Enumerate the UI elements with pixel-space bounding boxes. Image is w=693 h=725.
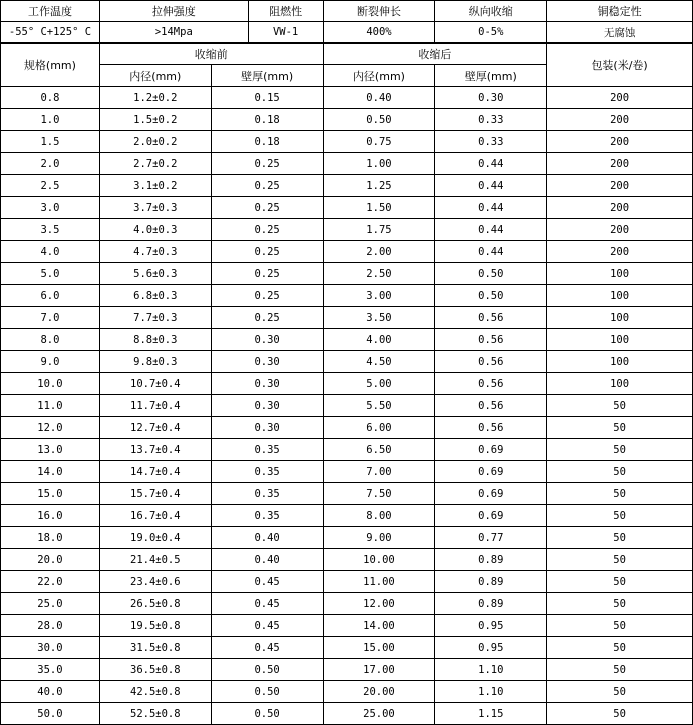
cell-after-id: 2.00: [323, 241, 435, 263]
table-row: [1, 87, 693, 109]
cell-before-id: 5.6±0.3: [99, 263, 211, 285]
cell-before-id: 42.5±0.8: [99, 681, 211, 703]
cell-package: 100: [547, 263, 693, 285]
before-shrink-header: 收缩前: [99, 44, 323, 65]
cell-after-wall: 0.56: [435, 417, 547, 439]
table-row: [1, 153, 693, 175]
cell-after-id: 6.00: [323, 417, 435, 439]
cell-before-wall: 0.30: [211, 373, 323, 395]
cell-package: 100: [547, 329, 693, 351]
cell-before-id: 11.7±0.4: [99, 395, 211, 417]
after-inner-diameter-header: 内径(mm): [323, 65, 435, 87]
cell-after-wall: 0.56: [435, 329, 547, 351]
cell-before-wall: 0.25: [211, 307, 323, 329]
table-row: [1, 351, 693, 373]
group-header-row: [1, 44, 693, 65]
cell-package: 50: [547, 593, 693, 615]
table-row: [1, 593, 693, 615]
cell-before-id: 7.7±0.3: [99, 307, 211, 329]
table-row: [1, 439, 693, 461]
cell-before-wall: 0.25: [211, 285, 323, 307]
properties-header-row: [1, 1, 693, 22]
cell-after-id: 14.00: [323, 615, 435, 637]
spec-header: 规格(mm): [1, 44, 100, 87]
table-row: [1, 615, 693, 637]
cell-after-wall: 0.89: [435, 593, 547, 615]
cell-after-wall: 0.44: [435, 241, 547, 263]
cell-spec: 3.5: [1, 219, 100, 241]
cell-after-wall: 0.30: [435, 87, 547, 109]
prop-value-copper: 无腐蚀: [547, 22, 693, 43]
cell-before-wall: 0.40: [211, 527, 323, 549]
before-inner-diameter-header: 内径(mm): [99, 65, 211, 87]
package-header: 包装(米/卷): [547, 44, 693, 87]
after-shrink-header: 收缩后: [323, 44, 547, 65]
cell-after-wall: 0.56: [435, 395, 547, 417]
table-row: [1, 219, 693, 241]
cell-before-wall: 0.25: [211, 263, 323, 285]
cell-spec: 11.0: [1, 395, 100, 417]
cell-spec: 30.0: [1, 637, 100, 659]
table-row: [1, 549, 693, 571]
cell-after-id: 2.50: [323, 263, 435, 285]
cell-before-id: 13.7±0.4: [99, 439, 211, 461]
cell-before-wall: 0.25: [211, 241, 323, 263]
cell-package: 200: [547, 87, 693, 109]
cell-before-wall: 0.50: [211, 703, 323, 725]
cell-after-wall: 0.95: [435, 615, 547, 637]
cell-after-id: 4.50: [323, 351, 435, 373]
cell-before-wall: 0.50: [211, 659, 323, 681]
table-row: [1, 329, 693, 351]
cell-before-id: 52.5±0.8: [99, 703, 211, 725]
prop-value-elongation: 400%: [323, 22, 435, 43]
cell-package: 100: [547, 351, 693, 373]
cell-package: 50: [547, 461, 693, 483]
table-row: [1, 197, 693, 219]
cell-after-wall: 0.44: [435, 175, 547, 197]
cell-after-id: 3.00: [323, 285, 435, 307]
cell-after-id: 5.00: [323, 373, 435, 395]
cell-spec: 15.0: [1, 483, 100, 505]
cell-spec: 18.0: [1, 527, 100, 549]
table-row: [1, 285, 693, 307]
cell-after-wall: 0.56: [435, 373, 547, 395]
cell-before-id: 21.4±0.5: [99, 549, 211, 571]
cell-spec: 5.0: [1, 263, 100, 285]
table-row: [1, 131, 693, 153]
cell-before-id: 4.7±0.3: [99, 241, 211, 263]
table-row: [1, 263, 693, 285]
cell-after-wall: 0.33: [435, 131, 547, 153]
table-row: [1, 483, 693, 505]
cell-spec: 12.0: [1, 417, 100, 439]
cell-package: 50: [547, 483, 693, 505]
cell-after-id: 15.00: [323, 637, 435, 659]
cell-after-wall: 0.33: [435, 109, 547, 131]
cell-before-id: 12.7±0.4: [99, 417, 211, 439]
prop-header-copper: 铜稳定性: [547, 1, 693, 22]
cell-package: 50: [547, 681, 693, 703]
table-row: [1, 109, 693, 131]
prop-header-shrink: 纵向收缩: [435, 1, 547, 22]
cell-before-wall: 0.35: [211, 461, 323, 483]
prop-header-flame: 阻燃性: [248, 1, 323, 22]
table-row: [1, 527, 693, 549]
cell-package: 200: [547, 153, 693, 175]
cell-spec: 4.0: [1, 241, 100, 263]
cell-after-wall: 0.44: [435, 197, 547, 219]
table-row: [1, 395, 693, 417]
table-row: [1, 175, 693, 197]
cell-before-wall: 0.25: [211, 219, 323, 241]
cell-after-id: 7.00: [323, 461, 435, 483]
cell-after-id: 5.50: [323, 395, 435, 417]
cell-package: 50: [547, 549, 693, 571]
cell-after-wall: 0.89: [435, 571, 547, 593]
cell-spec: 16.0: [1, 505, 100, 527]
cell-spec: 1.0: [1, 109, 100, 131]
table-row: [1, 571, 693, 593]
cell-before-id: 4.0±0.3: [99, 219, 211, 241]
cell-before-wall: 0.45: [211, 571, 323, 593]
cell-before-wall: 0.40: [211, 549, 323, 571]
cell-after-id: 10.00: [323, 549, 435, 571]
cell-package: 200: [547, 109, 693, 131]
cell-after-wall: 0.69: [435, 461, 547, 483]
cell-after-id: 1.75: [323, 219, 435, 241]
cell-after-wall: 0.56: [435, 351, 547, 373]
cell-after-id: 0.40: [323, 87, 435, 109]
cell-package: 50: [547, 703, 693, 725]
prop-header-tensile: 拉伸强度: [99, 1, 248, 22]
properties-value-row: [1, 22, 693, 43]
cell-before-wall: 0.18: [211, 131, 323, 153]
cell-before-wall: 0.30: [211, 395, 323, 417]
cell-package: 50: [547, 527, 693, 549]
cell-spec: 35.0: [1, 659, 100, 681]
cell-package: 200: [547, 197, 693, 219]
cell-before-wall: 0.45: [211, 593, 323, 615]
cell-before-wall: 0.30: [211, 351, 323, 373]
cell-after-id: 17.00: [323, 659, 435, 681]
cell-after-wall: 0.89: [435, 549, 547, 571]
cell-package: 50: [547, 659, 693, 681]
cell-after-id: 0.75: [323, 131, 435, 153]
cell-spec: 50.0: [1, 703, 100, 725]
cell-before-id: 2.7±0.2: [99, 153, 211, 175]
cell-package: 100: [547, 285, 693, 307]
cell-after-id: 11.00: [323, 571, 435, 593]
cell-spec: 0.8: [1, 87, 100, 109]
cell-spec: 6.0: [1, 285, 100, 307]
cell-after-wall: 0.44: [435, 153, 547, 175]
cell-before-id: 16.7±0.4: [99, 505, 211, 527]
cell-after-wall: 1.15: [435, 703, 547, 725]
cell-spec: 14.0: [1, 461, 100, 483]
cell-after-wall: 0.50: [435, 263, 547, 285]
cell-package: 200: [547, 219, 693, 241]
table-row: [1, 461, 693, 483]
cell-before-id: 31.5±0.8: [99, 637, 211, 659]
cell-package: 200: [547, 241, 693, 263]
cell-before-wall: 0.30: [211, 417, 323, 439]
before-wall-thickness-header: 壁厚(mm): [211, 65, 323, 87]
cell-before-wall: 0.35: [211, 439, 323, 461]
cell-after-id: 1.25: [323, 175, 435, 197]
spec-table: [0, 0, 693, 43]
cell-spec: 40.0: [1, 681, 100, 703]
cell-before-wall: 0.30: [211, 329, 323, 351]
cell-before-wall: 0.50: [211, 681, 323, 703]
cell-before-id: 9.8±0.3: [99, 351, 211, 373]
table-row: [1, 637, 693, 659]
cell-package: 100: [547, 373, 693, 395]
table-row: [1, 681, 693, 703]
cell-package: 50: [547, 637, 693, 659]
cell-spec: 22.0: [1, 571, 100, 593]
dimension-table: [0, 43, 693, 725]
cell-spec: 1.5: [1, 131, 100, 153]
prop-value-temperature: -55° C+125° C: [1, 22, 100, 43]
cell-package: 50: [547, 571, 693, 593]
after-wall-thickness-header: 壁厚(mm): [435, 65, 547, 87]
cell-before-wall: 0.35: [211, 505, 323, 527]
cell-before-id: 2.0±0.2: [99, 131, 211, 153]
cell-before-id: 6.8±0.3: [99, 285, 211, 307]
cell-package: 50: [547, 615, 693, 637]
cell-after-id: 3.50: [323, 307, 435, 329]
table-row: [1, 703, 693, 725]
table-row: [1, 659, 693, 681]
cell-before-wall: 0.45: [211, 637, 323, 659]
cell-before-id: 14.7±0.4: [99, 461, 211, 483]
cell-package: 200: [547, 175, 693, 197]
cell-after-id: 0.50: [323, 109, 435, 131]
cell-after-id: 25.00: [323, 703, 435, 725]
table-row: [1, 241, 693, 263]
cell-before-wall: 0.15: [211, 87, 323, 109]
cell-spec: 2.5: [1, 175, 100, 197]
cell-before-id: 23.4±0.6: [99, 571, 211, 593]
cell-spec: 28.0: [1, 615, 100, 637]
cell-package: 50: [547, 395, 693, 417]
cell-before-wall: 0.25: [211, 197, 323, 219]
cell-after-id: 9.00: [323, 527, 435, 549]
cell-spec: 8.0: [1, 329, 100, 351]
cell-before-id: 26.5±0.8: [99, 593, 211, 615]
cell-before-wall: 0.45: [211, 615, 323, 637]
cell-after-id: 8.00: [323, 505, 435, 527]
table-row: [1, 417, 693, 439]
cell-spec: 13.0: [1, 439, 100, 461]
prop-value-shrink: 0-5%: [435, 22, 547, 43]
cell-before-id: 3.7±0.3: [99, 197, 211, 219]
table-row: [1, 373, 693, 395]
cell-after-id: 20.00: [323, 681, 435, 703]
cell-after-wall: 0.69: [435, 505, 547, 527]
prop-value-flame: VW-1: [248, 22, 323, 43]
cell-after-wall: 1.10: [435, 681, 547, 703]
cell-before-wall: 0.18: [211, 109, 323, 131]
cell-after-wall: 0.56: [435, 307, 547, 329]
cell-before-wall: 0.25: [211, 175, 323, 197]
cell-spec: 10.0: [1, 373, 100, 395]
cell-before-id: 3.1±0.2: [99, 175, 211, 197]
prop-header-elongation: 断裂伸长: [323, 1, 435, 22]
cell-before-id: 19.5±0.8: [99, 615, 211, 637]
cell-before-wall: 0.25: [211, 153, 323, 175]
cell-before-id: 8.8±0.3: [99, 329, 211, 351]
cell-after-wall: 0.77: [435, 527, 547, 549]
cell-before-id: 10.7±0.4: [99, 373, 211, 395]
cell-after-id: 7.50: [323, 483, 435, 505]
prop-value-tensile: >14Mpa: [99, 22, 248, 43]
cell-spec: 3.0: [1, 197, 100, 219]
cell-spec: 25.0: [1, 593, 100, 615]
cell-package: 50: [547, 417, 693, 439]
cell-after-id: 12.00: [323, 593, 435, 615]
cell-package: 50: [547, 505, 693, 527]
cell-after-id: 1.00: [323, 153, 435, 175]
cell-before-id: 36.5±0.8: [99, 659, 211, 681]
prop-header-temperature: 工作温度: [1, 1, 100, 22]
table-row: [1, 505, 693, 527]
cell-after-wall: 0.44: [435, 219, 547, 241]
cell-package: 100: [547, 307, 693, 329]
cell-spec: 2.0: [1, 153, 100, 175]
cell-before-id: 15.7±0.4: [99, 483, 211, 505]
cell-spec: 7.0: [1, 307, 100, 329]
cell-after-id: 4.00: [323, 329, 435, 351]
cell-spec: 20.0: [1, 549, 100, 571]
cell-after-wall: 0.95: [435, 637, 547, 659]
cell-before-id: 19.0±0.4: [99, 527, 211, 549]
cell-before-id: 1.5±0.2: [99, 109, 211, 131]
cell-after-wall: 1.10: [435, 659, 547, 681]
cell-after-id: 1.50: [323, 197, 435, 219]
cell-before-wall: 0.35: [211, 483, 323, 505]
cell-package: 200: [547, 131, 693, 153]
cell-package: 50: [547, 439, 693, 461]
cell-spec: 9.0: [1, 351, 100, 373]
table-row: [1, 307, 693, 329]
cell-after-wall: 0.69: [435, 483, 547, 505]
cell-after-wall: 0.50: [435, 285, 547, 307]
cell-after-id: 6.50: [323, 439, 435, 461]
cell-before-id: 1.2±0.2: [99, 87, 211, 109]
cell-after-wall: 0.69: [435, 439, 547, 461]
